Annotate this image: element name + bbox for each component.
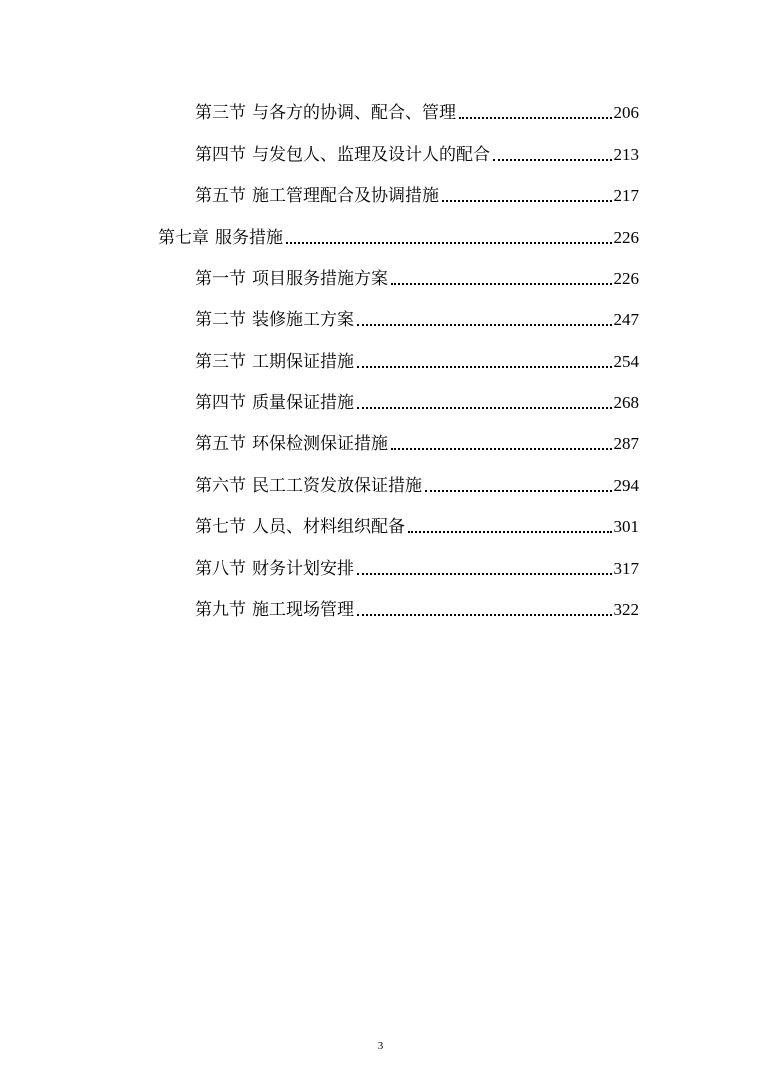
toc-chapter-title: 服务措施 [215, 228, 283, 248]
toc-entry-label [158, 227, 283, 249]
toc-entry-title: 与发包人、监理及设计人的配合 [252, 145, 490, 165]
toc-entry[interactable] [195, 386, 639, 414]
toc-entry-label [195, 392, 354, 414]
dot-leader [391, 448, 612, 450]
toc-entry[interactable] [195, 427, 639, 455]
toc-entry-label [195, 102, 456, 124]
toc-entry-number: 第三节 [195, 103, 246, 123]
toc-chapter-number: 第七章 [158, 228, 209, 248]
toc-entry-label [195, 433, 388, 455]
toc-entry-label [195, 351, 354, 373]
toc-entry-title: 财务计划安排 [252, 559, 354, 579]
toc-entry-page: 287 [613, 434, 639, 453]
dot-leader [357, 573, 612, 575]
toc-entry-number: 第八节 [195, 559, 246, 579]
toc-entry-number: 第九节 [195, 600, 246, 620]
toc-entry-label [195, 558, 354, 580]
dot-leader [286, 242, 612, 244]
toc-chapter-entry[interactable] [158, 221, 639, 249]
toc-entry[interactable] [195, 593, 639, 621]
toc-entry-page: 301 [613, 517, 639, 536]
toc-entry-page: 226 [613, 228, 639, 247]
toc-entry-label [195, 309, 354, 331]
toc-entry-number: 第四节 [195, 145, 246, 165]
toc-entry[interactable] [195, 303, 639, 331]
dot-leader [408, 531, 612, 533]
toc-entry-label [195, 599, 354, 621]
toc-entry[interactable] [195, 96, 639, 124]
toc-entry-number: 第六节 [195, 476, 246, 496]
toc-entry[interactable] [195, 345, 639, 373]
toc-entry-title: 人员、材料组织配备 [252, 517, 405, 537]
toc-entry-page: 247 [613, 310, 639, 329]
dot-leader [493, 159, 612, 161]
toc-entry-title: 环保检测保证措施 [252, 434, 388, 454]
toc-entry-number: 第一节 [195, 269, 246, 289]
toc-entry-number: 第四节 [195, 393, 246, 413]
toc-entry-title: 装修施工方案 [252, 310, 354, 330]
toc-entry-page: 206 [613, 103, 639, 122]
toc-entry-title: 项目服务措施方案 [252, 269, 388, 289]
toc-entry-title: 施工管理配合及协调措施 [252, 186, 439, 206]
toc-entry[interactable] [195, 262, 639, 290]
toc-entry[interactable] [195, 510, 639, 538]
toc-entry-label [195, 475, 422, 497]
dot-leader [442, 200, 612, 202]
dot-leader [357, 366, 612, 368]
dot-leader [391, 283, 612, 285]
toc-entry-page: 322 [613, 600, 639, 619]
toc-entry-page: 254 [613, 352, 639, 371]
toc-entry-page: 268 [613, 393, 639, 412]
toc-entry-title: 工期保证措施 [252, 352, 354, 372]
toc-entry-page: 294 [613, 476, 639, 495]
toc-entry-number: 第五节 [195, 434, 246, 454]
dot-leader [357, 614, 612, 616]
toc-entry-title: 质量保证措施 [252, 393, 354, 413]
page-number: 3 [377, 1040, 384, 1052]
toc-entry-number: 第三节 [195, 352, 246, 372]
toc-entry[interactable] [195, 469, 639, 497]
dot-leader [357, 324, 612, 326]
toc-entry-label [195, 185, 439, 207]
toc-entry-title: 与各方的协调、配合、管理 [252, 103, 456, 123]
dot-leader [357, 407, 612, 409]
toc-entry-page: 317 [613, 559, 639, 578]
toc-entry[interactable] [195, 138, 639, 166]
toc-entry-number: 第二节 [195, 310, 246, 330]
dot-leader [425, 490, 612, 492]
toc-entry-label [195, 516, 405, 538]
toc-entry-title: 施工现场管理 [252, 600, 354, 620]
toc-entry-label [195, 268, 388, 290]
toc-entry-page: 226 [613, 269, 639, 288]
toc-entry-number: 第七节 [195, 517, 246, 537]
toc-entry-title: 民工工资发放保证措施 [252, 476, 422, 496]
toc-entry[interactable] [195, 179, 639, 207]
toc-entry-label [195, 144, 490, 166]
toc-entry-number: 第五节 [195, 186, 246, 206]
dot-leader [459, 117, 612, 119]
toc-entry-page: 213 [613, 145, 639, 164]
toc-entry[interactable] [195, 552, 639, 580]
toc-entry-page: 217 [613, 186, 639, 205]
